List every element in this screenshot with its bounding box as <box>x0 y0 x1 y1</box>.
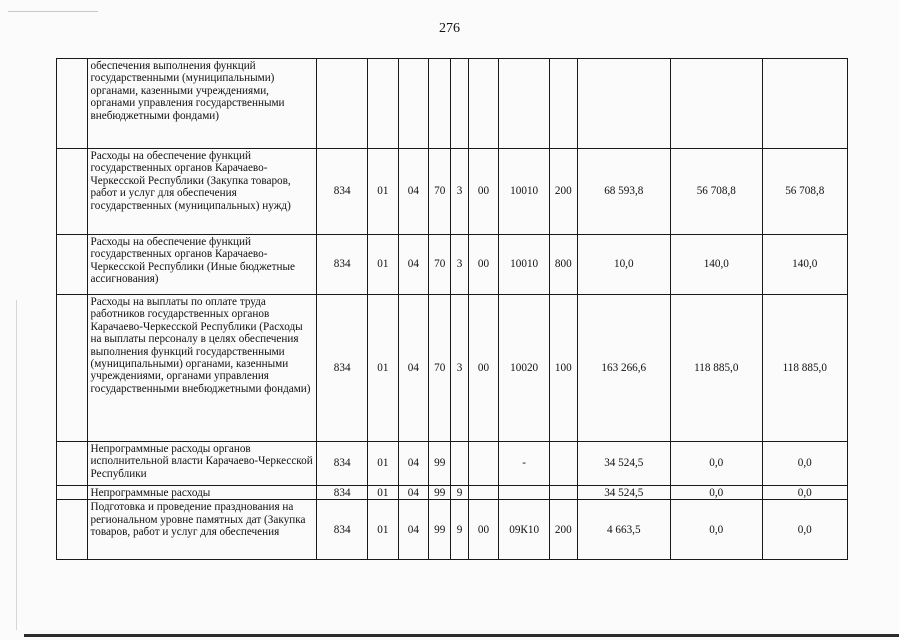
admin-code-cell: 834 <box>317 442 368 486</box>
empty-index-cell <box>57 295 88 442</box>
sum-year1-cell: 34 524,5 <box>577 442 671 486</box>
expense-type-cell: 200 <box>550 149 577 235</box>
sum-year3-cell <box>762 59 847 149</box>
sum-year1-cell: 4 663,5 <box>577 500 671 560</box>
program-cell: 99 <box>429 486 451 500</box>
direction-cell <box>499 486 550 500</box>
subprogram-cell: 9 <box>451 500 468 560</box>
section-cell: 01 <box>368 486 399 500</box>
empty-index-cell <box>57 442 88 486</box>
program-cell: 99 <box>429 442 451 486</box>
table-row <box>57 149 848 235</box>
sum-year1-cell <box>577 59 671 149</box>
description-cell: Непрограммные расходы <box>87 486 317 500</box>
description-cell: обеспечения выполнения функций государственными (муниципальными) органами, казенными учреждениями, органами управления государственными внебюджетными фондами) <box>87 59 317 149</box>
admin-code-cell: 834 <box>317 149 368 235</box>
page-number: 276 <box>439 21 460 36</box>
subsection-cell: 04 <box>398 149 429 235</box>
program-cell <box>429 59 451 149</box>
sum-year1-cell: 163 266,6 <box>577 295 671 442</box>
description-cell: Непрограммные расходы органов исполнительной власти Карачаево-Черкесской Республики <box>87 442 317 486</box>
sum-year2-cell <box>671 59 763 149</box>
empty-index-cell <box>57 59 88 149</box>
expense-type-cell: 200 <box>550 500 577 560</box>
program-cell: 70 <box>429 235 451 295</box>
sum-year3-cell: 56 708,8 <box>762 149 847 235</box>
empty-index-cell <box>57 486 88 500</box>
subprogram-cell: 3 <box>451 295 468 442</box>
expense-type-cell <box>550 59 577 149</box>
expense-type-cell <box>550 486 577 500</box>
direction-cell: 09К10 <box>499 500 550 560</box>
admin-code-cell: 834 <box>317 500 368 560</box>
program-cell: 99 <box>429 500 451 560</box>
subsection-cell: 04 <box>398 442 429 486</box>
main-event-cell: 00 <box>468 500 499 560</box>
table-row <box>57 235 848 295</box>
table-row <box>57 500 848 560</box>
sum-year1-cell: 68 593,8 <box>577 149 671 235</box>
section-cell <box>368 59 399 149</box>
sum-year1-cell: 34 524,5 <box>577 486 671 500</box>
subsection-cell <box>398 59 429 149</box>
subprogram-cell: 3 <box>451 149 468 235</box>
table-row <box>57 442 848 486</box>
program-cell: 70 <box>429 149 451 235</box>
sum-year3-cell: 140,0 <box>762 235 847 295</box>
table-row <box>57 59 848 149</box>
subprogram-cell: 3 <box>451 235 468 295</box>
subsection-cell: 04 <box>398 235 429 295</box>
direction-cell: 10010 <box>499 235 550 295</box>
table-row <box>57 486 848 500</box>
description-cell: Подготовка и проведение празднования на региональном уровне памятных дат (Закупка товаров, работ и услуг для обеспечения <box>87 500 317 560</box>
sum-year2-cell: 0,0 <box>671 486 763 500</box>
admin-code-cell: 834 <box>317 235 368 295</box>
sum-year2-cell: 140,0 <box>671 235 763 295</box>
admin-code-cell: 834 <box>317 295 368 442</box>
admin-code-cell <box>317 59 368 149</box>
direction-cell: 10010 <box>499 149 550 235</box>
sum-year3-cell: 0,0 <box>762 442 847 486</box>
expense-type-cell: 100 <box>550 295 577 442</box>
sum-year2-cell: 56 708,8 <box>671 149 763 235</box>
section-cell: 01 <box>368 500 399 560</box>
table-row <box>57 295 848 442</box>
budget-table-body <box>57 59 848 560</box>
empty-index-cell <box>57 235 88 295</box>
direction-cell: - <box>499 442 550 486</box>
description-cell: Расходы на выплаты по оплате труда работников государственных органов Карачаево-Черкесской Республики (Расходы на выплаты персоналу в целях обеспечения выполнения функций государственными (муниципальными) органами, казенными учреждениями, органами управления государственными внебюджетными фондами) <box>87 295 317 442</box>
main-event-cell <box>468 59 499 149</box>
subsection-cell: 04 <box>398 486 429 500</box>
admin-code-cell: 834 <box>317 486 368 500</box>
subsection-cell: 04 <box>398 500 429 560</box>
section-cell: 01 <box>368 149 399 235</box>
sum-year1-cell: 10,0 <box>577 235 671 295</box>
main-event-cell: 00 <box>468 295 499 442</box>
direction-cell <box>499 59 550 149</box>
section-cell: 01 <box>368 235 399 295</box>
sum-year3-cell: 0,0 <box>762 500 847 560</box>
main-event-cell: 00 <box>468 149 499 235</box>
expense-type-cell <box>550 442 577 486</box>
scan-edge <box>24 634 899 637</box>
sum-year3-cell: 0,0 <box>762 486 847 500</box>
scan-shadow <box>16 300 17 630</box>
program-cell: 70 <box>429 295 451 442</box>
main-event-cell <box>468 442 499 486</box>
empty-index-cell <box>57 500 88 560</box>
section-cell: 01 <box>368 442 399 486</box>
subprogram-cell: 9 <box>451 486 468 500</box>
main-event-cell <box>468 486 499 500</box>
description-cell: Расходы на обеспечение функций государственных органов Карачаево-Черкесской Республики (Иные бюджетные ассигнования) <box>87 235 317 295</box>
scan-mark <box>8 11 98 12</box>
main-event-cell: 00 <box>468 235 499 295</box>
subprogram-cell <box>451 442 468 486</box>
section-cell: 01 <box>368 295 399 442</box>
sum-year2-cell: 0,0 <box>671 500 763 560</box>
budget-table <box>56 58 848 560</box>
sum-year2-cell: 0,0 <box>671 442 763 486</box>
direction-cell: 10020 <box>499 295 550 442</box>
sum-year2-cell: 118 885,0 <box>671 295 763 442</box>
empty-index-cell <box>57 149 88 235</box>
sum-year3-cell: 118 885,0 <box>762 295 847 442</box>
subsection-cell: 04 <box>398 295 429 442</box>
subprogram-cell <box>451 59 468 149</box>
expense-type-cell: 800 <box>550 235 577 295</box>
description-cell: Расходы на обеспечение функций государственных органов Карачаево-Черкесской Республики (Закупка товаров, работ и услуг для обеспечения государственных (муниципальных) нужд) <box>87 149 317 235</box>
